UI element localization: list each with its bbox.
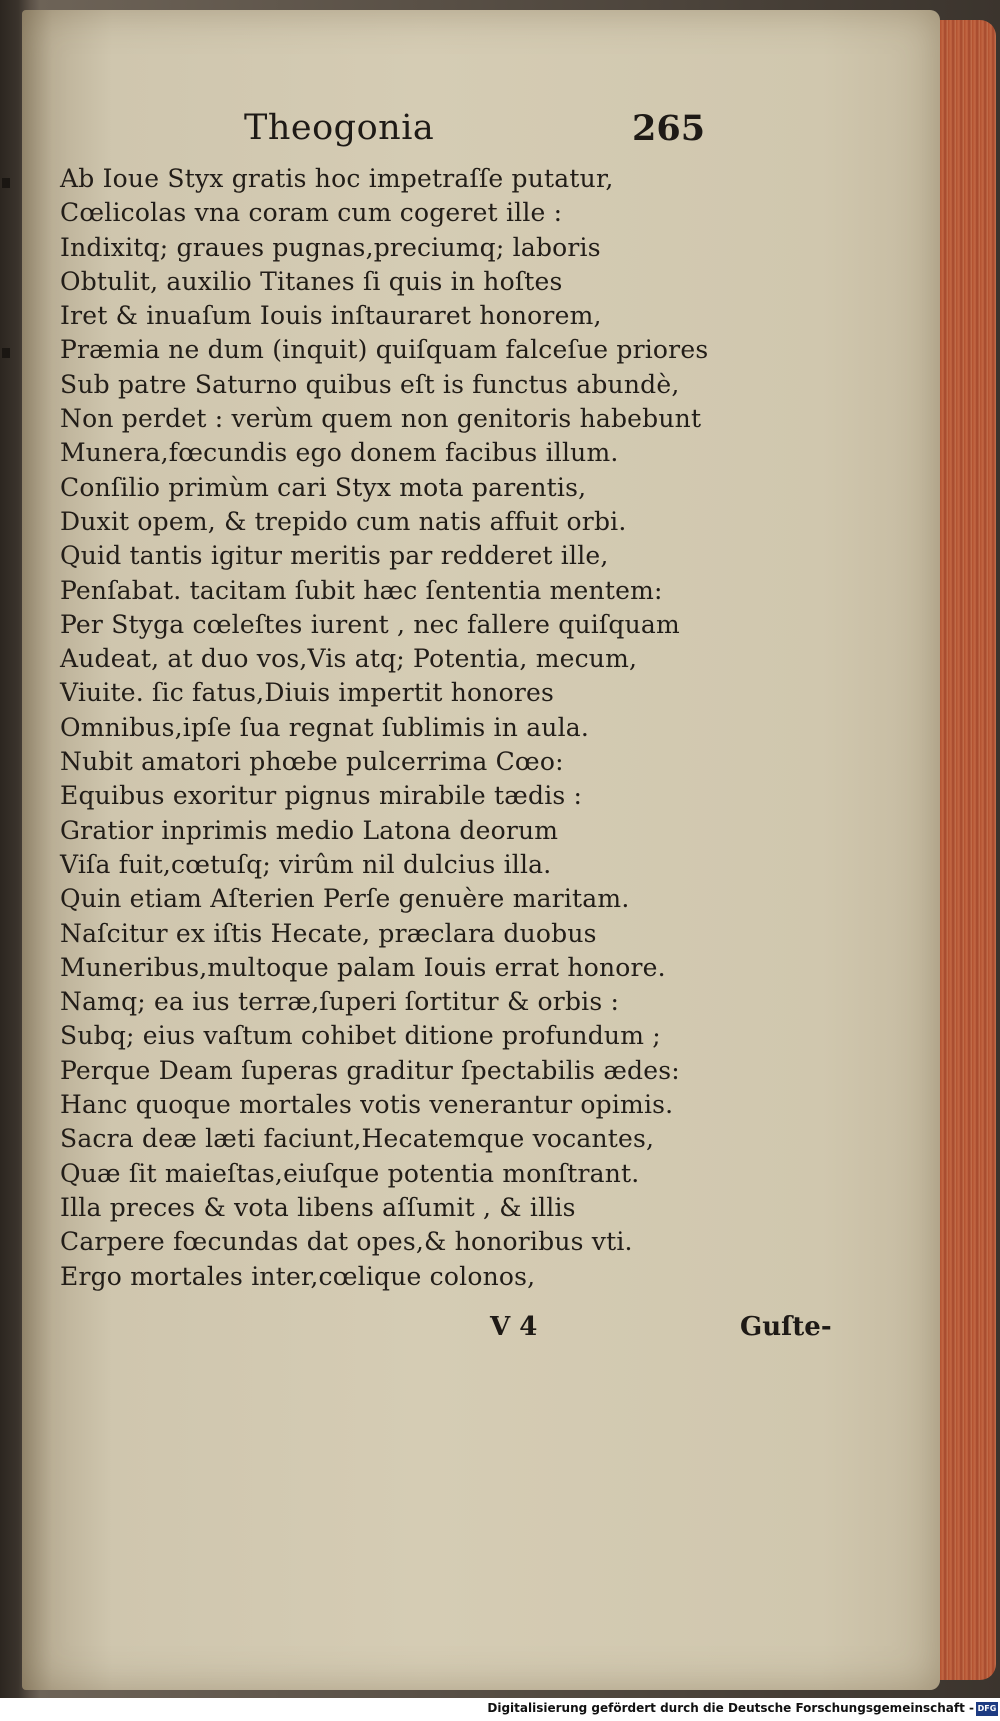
verse-line: Per Styga cœleſtes iurent , nec fallere quiſquam xyxy=(60,609,680,639)
verse-line: Subq; eius vaſtum cohibet ditione profundum ; xyxy=(60,1021,661,1051)
verse-line: Muneribus,multoque palam Iouis errat honore. xyxy=(60,952,666,982)
verse-line: Equibus exoritur pignus mirabile tædis : xyxy=(60,781,583,811)
verse-line: Ergo mortales inter,cœlique colonos, xyxy=(60,1261,536,1291)
dfg-logo-icon: DFG xyxy=(976,1702,998,1716)
verse-line: Iret & inuaſum Iouis inſtauraret honorem, xyxy=(60,301,602,331)
verse-line: Præmia ne dum (inquit) quiſquam falceſue priores xyxy=(60,335,709,365)
verse-line: Penſabat. tacitam ſubit hæc ſententia mentem: xyxy=(60,575,663,605)
verse-line: Quin etiam Aſterien Perſe genuère maritam. xyxy=(60,884,630,914)
verse-line: Ab Ioue Styx gratis hoc impetraſſe putatur, xyxy=(60,164,614,193)
verse-line: Naſcitur ex iſtis Hecate, præclara duobus xyxy=(60,918,597,948)
verse-line: Munera,fœcundis ego donem facibus illum. xyxy=(60,438,619,468)
verse-line: Carpere fœcundas dat opes,& honoribus vti. xyxy=(60,1227,633,1257)
verse-line: Conſilio primùm cari Styx mota parentis, xyxy=(60,472,587,502)
verse-line: Illa preces & vota libens aſſumit , & illis xyxy=(60,1192,576,1222)
verse-line: Non perdet : verùm quem non genitoris habebunt xyxy=(60,404,702,434)
verse-line: Hanc quoque mortales votis venerantur opimis. xyxy=(60,1090,674,1120)
page-number: 265 xyxy=(632,108,706,149)
signature-mark: V 4 xyxy=(490,1312,538,1342)
verse-line: Cœlicolas vna coram cum cogeret ille : xyxy=(60,198,563,228)
page-header xyxy=(22,108,940,168)
verse-line: Quæ ſit maieſtas,eiuſque potentia monſtrant. xyxy=(60,1158,640,1188)
verse-line: Quid tantis igitur meritis par redderet ille, xyxy=(60,541,609,571)
margin-mark xyxy=(2,178,10,188)
verse-text xyxy=(60,162,920,1294)
funding-credit: Digitalisierung gefördert durch die Deutsche Forschungsgemeinschaft - xyxy=(487,1701,974,1715)
verse-line: Nubit amatori phœbe pulcerrima Cœo: xyxy=(60,747,564,777)
verse-line: Duxit opem, & trepido cum natis affuit orbi. xyxy=(60,506,627,536)
verse-line: Viuite. ſic fatus,Diuis impertit honores xyxy=(60,678,554,708)
running-title: Theogonia xyxy=(244,108,435,148)
verse-line: Namq; ea ius terræ,ſuperi ſortitur & orbis : xyxy=(60,987,620,1017)
page-fore-edge xyxy=(940,20,996,1680)
verse-line: Obtulit, auxilio Titanes ſi quis in hoſtes xyxy=(60,266,563,296)
verse-line: Perque Deam ſuperas graditur ſpectabilis ædes: xyxy=(60,1055,680,1085)
verse-line: Sacra deæ læti faciunt,Hecatemque vocantes, xyxy=(60,1124,655,1154)
margin-mark xyxy=(2,348,10,358)
catchword: Guſte- xyxy=(740,1312,832,1342)
verse-line: Sub patre Saturno quibus eſt is functus abundè, xyxy=(60,369,680,399)
credit-bar xyxy=(0,1698,1000,1721)
verse-line: Gratior inprimis medio Latona deorum xyxy=(60,815,559,845)
verse-line: Viſa fuit,cœtuſq; virûm nil dulcius illa. xyxy=(60,849,552,879)
verse-line: Audeat, at duo vos,Vis atq; Potentia, mecum, xyxy=(60,644,638,674)
verse-line: Omnibus,ipſe ſua regnat ſublimis in aula. xyxy=(60,712,590,742)
verse-line: Indixitq; graues pugnas,preciumq; laboris xyxy=(60,232,601,262)
